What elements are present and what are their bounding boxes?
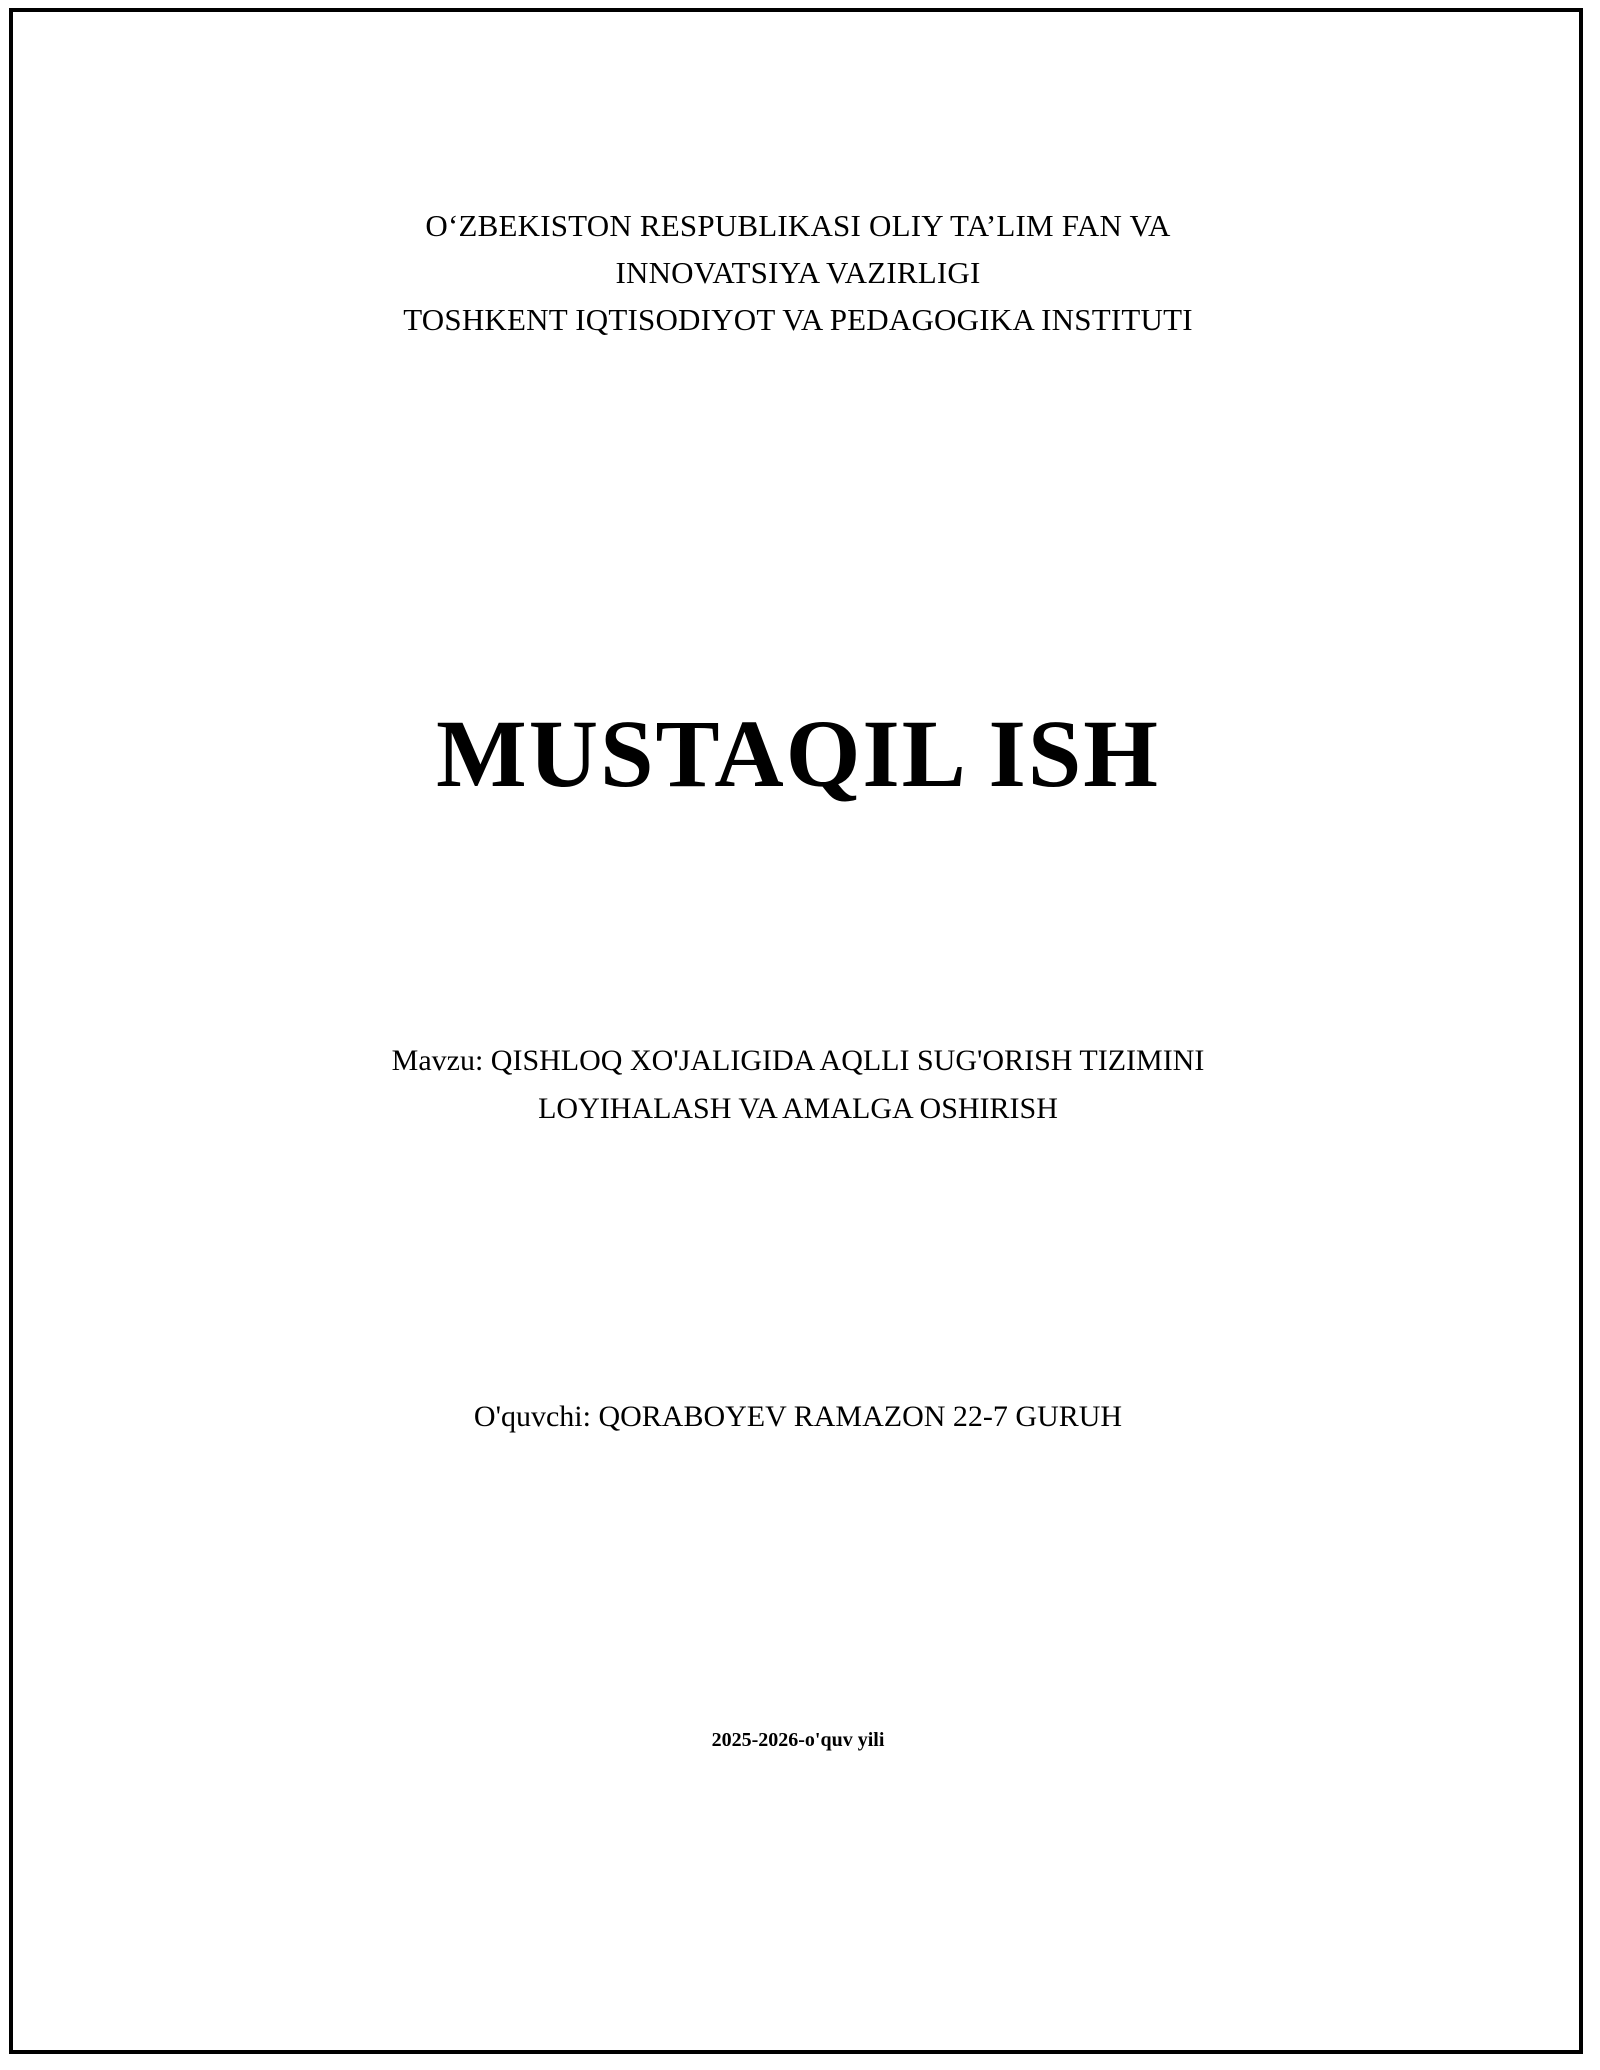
institution-line-1: O‘ZBEKISTON RESPUBLIKASI OLIY TA’LIM FAN VA [425,208,1171,243]
document-body [63,62,1533,2002]
page-border [9,8,1583,2054]
institution-line-2: INNOVATSIYA VAZIRLIGI [615,255,981,290]
academic-year: 2025-2026-o'quv yili [711,1729,885,1751]
student-info: O'quvchi: QORABOYEV RAMAZON 22-7 GURUH [473,1400,1123,1433]
subject-block [63,1037,1533,1133]
subject-line-1: Mavzu: QISHLOQ XO'JALIGIDA AQLLI SUG'ORISH TIZIMINI [391,1044,1205,1077]
institution-line-3: TOSHKENT IQTISODIYOT VA PEDAGOGIKA INSTITUTI [403,302,1193,337]
institution-heading [63,202,1533,343]
page-title: MUSTAQIL ISH [436,700,1160,807]
subject-line-2: LOYIHALASH VA AMALGA OSHIRISH [538,1092,1058,1125]
